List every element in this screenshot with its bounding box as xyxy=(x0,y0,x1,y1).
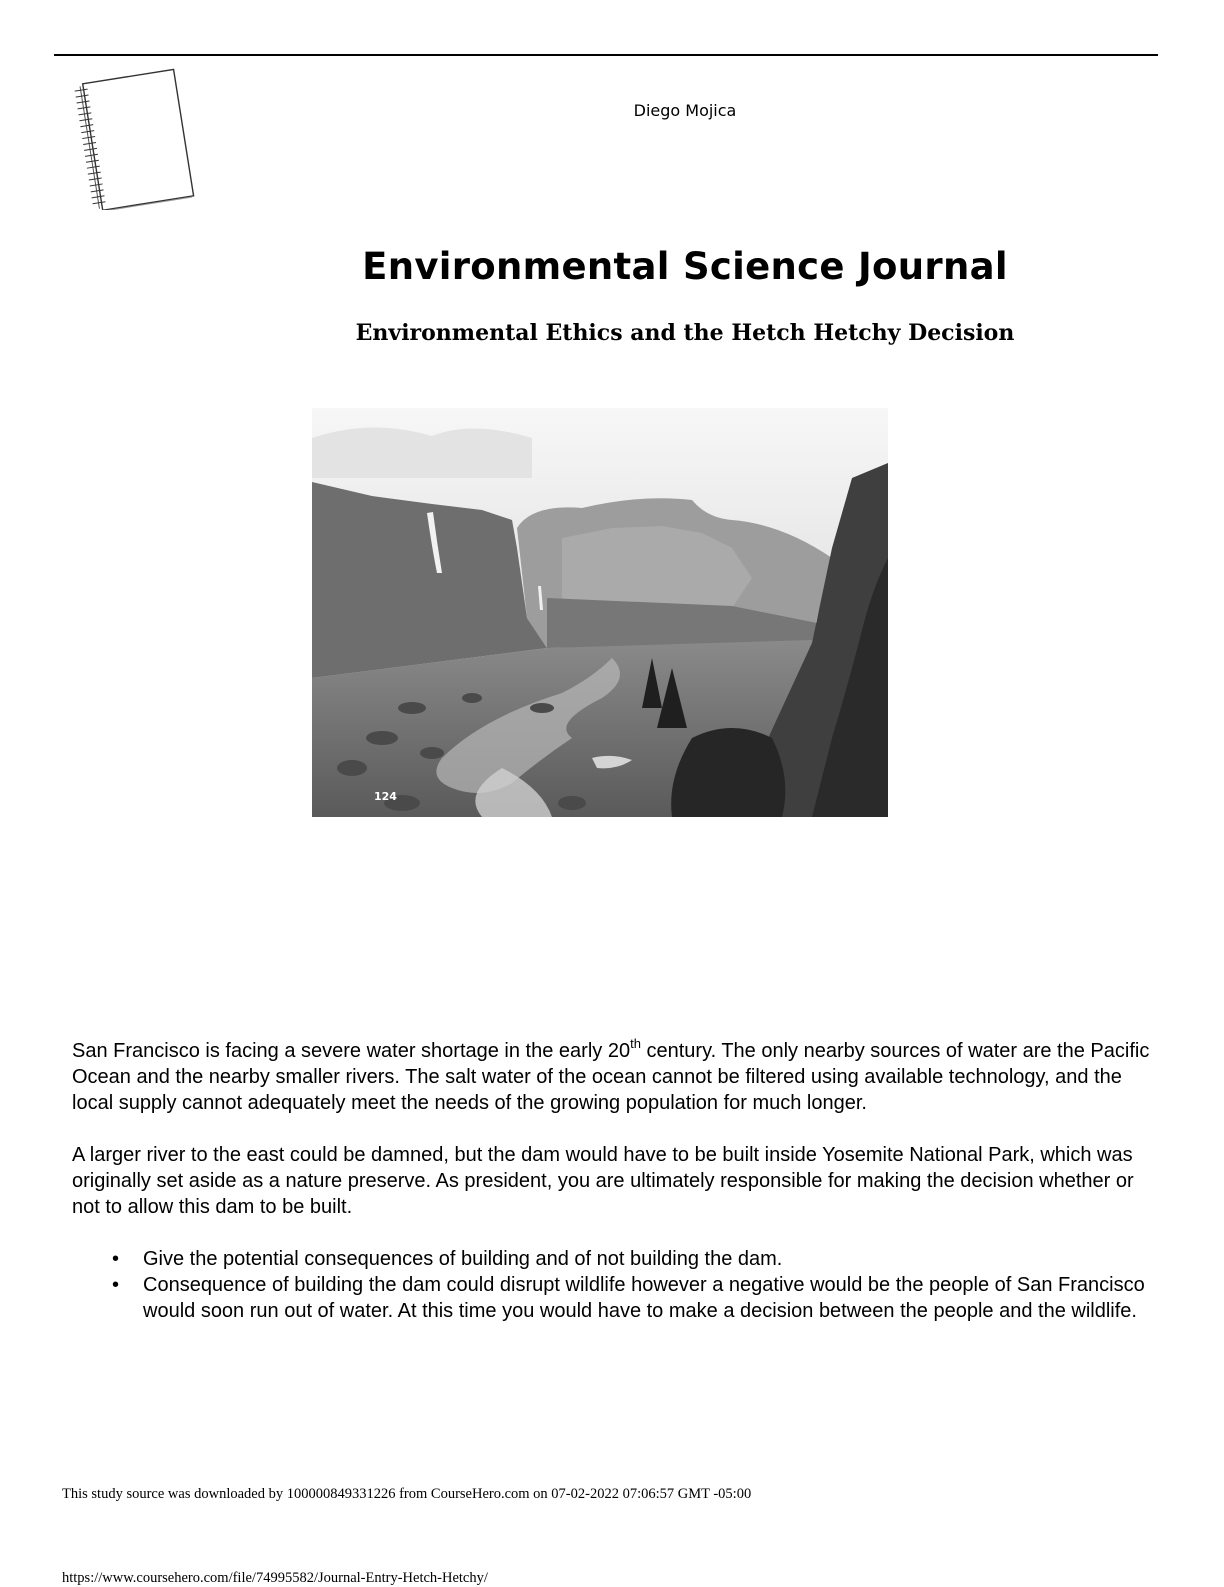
list-item: • Give the potential consequences of building and of not building the dam. xyxy=(112,1248,783,1270)
hetch-hetchy-valley-photo xyxy=(312,408,888,817)
page-subtitle: Environmental Ethics and the Hetch Hetchy Decision xyxy=(355,320,1015,346)
paragraph-water-shortage: San Francisco is facing a severe water shortage in the early 20th century. The only nearby sources of water are the Pacific Ocean and the nearby smaller rivers. The salt water of the ocean cannot be filtered using available technology, and the local supply cannot adequately meet the needs of the growing population for much longer. xyxy=(72,1036,1150,1114)
source-url[interactable]: https://www.coursehero.com/file/74995582/Journal-Entry-Hetch-Hetchy/ xyxy=(62,1570,488,1586)
notebook-icon xyxy=(72,68,202,210)
bullet-icon: • xyxy=(112,1248,120,1270)
top-rule xyxy=(54,54,1158,56)
author-name: Diego Mojica xyxy=(633,101,737,120)
paragraph-yosemite-dam: A larger river to the east could be damned, but the dam would have to be built inside Yosemite National Park, which was originally set aside as a nature preserve. As president, you are ultimately responsible for making the decision whether or not to allow this dam to be built. xyxy=(72,1144,1134,1218)
page-title: Environmental Science Journal xyxy=(362,245,1008,288)
download-notice: This study source was downloaded by 100000849331226 from CourseHero.com on 07-02-2022 07:06:57 GMT -05:00 xyxy=(62,1486,752,1502)
bullet-icon: • xyxy=(112,1274,120,1296)
photo-number-label: 124 xyxy=(374,790,397,803)
bullet-list xyxy=(72,1246,1152,1324)
body-text xyxy=(72,1038,1152,1324)
list-item: • Consequence of building the dam could disrupt wildlife however a negative would be the people of San Francisco would soon run out of water. At this time you would have to make a decision between the people and the wildlife. xyxy=(112,1274,1145,1322)
ordinal-suffix: th xyxy=(630,1036,641,1051)
